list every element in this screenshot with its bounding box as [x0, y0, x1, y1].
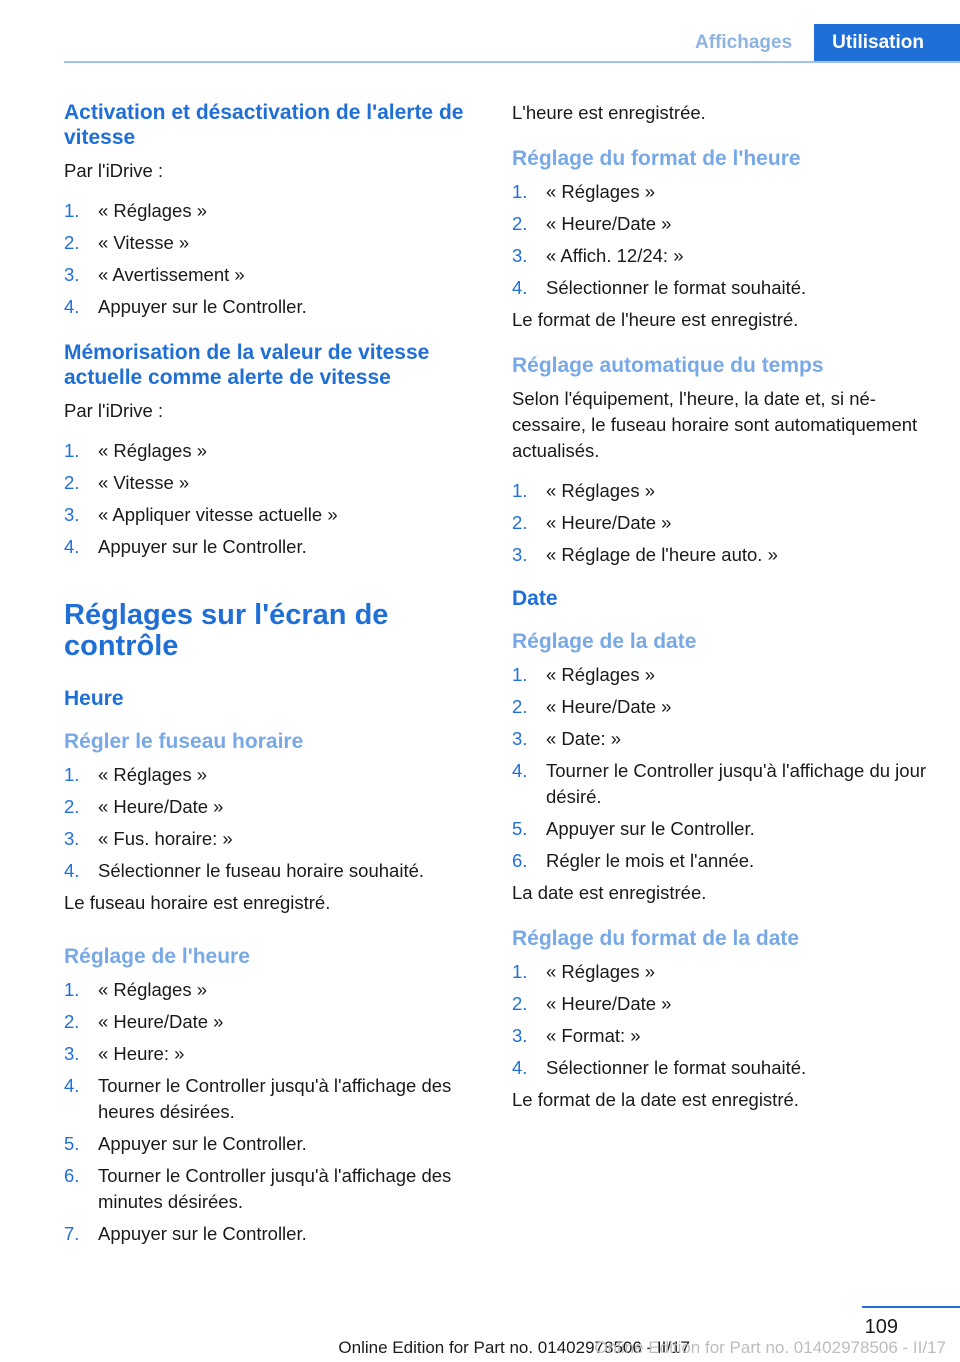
steps-reglage-auto: [512, 478, 932, 568]
list-item: 1. « Réglages »: [64, 200, 208, 221]
list-item: 1. « Réglages »: [512, 961, 656, 982]
list-item: 2. « Vitesse »: [64, 232, 190, 253]
list-item: 1. « Réglages »: [64, 764, 208, 785]
list-item: 3. « Format: »: [512, 1025, 641, 1046]
list-item: 4. Appuyer sur le Controller.: [64, 536, 307, 557]
list-item: 1. « Réglages »: [64, 979, 208, 1000]
list-item: 2. « Heure/Date »: [512, 993, 672, 1014]
tab-affichages[interactable]: Affichages: [673, 24, 814, 62]
header-divider: [64, 61, 960, 63]
list-item: 2. « Heure/Date »: [64, 796, 224, 817]
intro-idrive-2: Par l'iDrive :: [64, 400, 164, 421]
result-reglage-heure: L'heure est enregistrée.: [512, 102, 706, 123]
list-item: 4. Sélectionner le fuseau horaire souhaité.: [64, 860, 425, 881]
steps-alerte-vitesse: [64, 198, 474, 320]
left-column: [64, 100, 474, 1253]
intro-idrive-1: Par l'iDrive :: [64, 160, 164, 181]
intro-reglage-auto: Selon l'équipement, l'heure, la date et, si nécessaire, le fuseau horaire sont automatiquement actualisés.: [512, 388, 918, 461]
list-item: 2. « Heure/Date »: [512, 696, 672, 717]
footer-divider: [862, 1306, 960, 1308]
list-item: 3. « Appliquer vitesse actuelle »: [64, 504, 338, 525]
list-item: 3. « Réglage de l'heure auto. »: [512, 544, 778, 565]
heading-fuseau-horaire: Régler le fuseau horaire: [64, 730, 304, 753]
heading-format-heure: Réglage du format de l'heure: [512, 147, 801, 170]
steps-format-date: [512, 959, 932, 1081]
list-item: 1. « Réglages »: [512, 480, 656, 501]
steps-reglage-heure: [64, 977, 474, 1247]
heading-reglage-heure: Réglage de l'heure: [64, 945, 250, 968]
list-item: 2. « Vitesse »: [64, 472, 190, 493]
watermark-text: Online Edition for Part no. 01402978506 - II/17: [594, 1338, 946, 1357]
heading-alerte-vitesse: Activation et désactivation de l'alerte de vitesse: [64, 101, 464, 149]
list-item: 4. Sélectionner le format souhaité.: [512, 277, 807, 298]
list-item: 2. « Heure/Date »: [512, 512, 672, 533]
heading-reglage-auto: Réglage automatique du temps: [512, 354, 824, 377]
list-item: 2. « Heure/Date »: [64, 1011, 224, 1032]
result-fuseau-horaire: Le fuseau horaire est enregistré.: [64, 892, 331, 913]
list-item: 1. « Réglages »: [512, 664, 656, 685]
heading-reglage-date: Réglage de la date: [512, 630, 697, 653]
steps-fuseau-horaire: [64, 762, 474, 884]
list-item: 1. « Réglages »: [512, 181, 656, 202]
list-item: 4. Sélectionner le format souhaité.: [512, 1057, 807, 1078]
list-item: 1. « Réglages »: [64, 440, 208, 461]
heading-memorisation-vitesse: Mémorisation de la valeur de vitesse actuelle comme alerte de vitesse: [64, 341, 430, 389]
header-tabs: [673, 24, 960, 62]
list-item: 3. « Heure: »: [64, 1043, 185, 1064]
list-item: 2. « Heure/Date »: [512, 213, 672, 234]
list-item: 3. « Fus. horaire: »: [64, 828, 233, 849]
list-item: 3. « Date: »: [512, 728, 622, 749]
section-date: Date: [512, 587, 558, 610]
steps-memorisation-vitesse: [64, 438, 474, 560]
edition-text: Online Edition for Part no. 01402978506 - II/17: [338, 1338, 690, 1357]
list-item: 4. Appuyer sur le Controller.: [64, 296, 307, 317]
list-item: 4. Tourner le Controller jusqu'à l'affichage du jour désiré.: [512, 760, 927, 807]
result-reglage-date: La date est enregistrée.: [512, 882, 707, 903]
list-item: 3. « Avertissement »: [64, 264, 245, 285]
result-format-date: Le format de la date est enregistré.: [512, 1089, 799, 1110]
steps-format-heure: [512, 179, 932, 301]
list-item: 5. Appuyer sur le Controller.: [512, 818, 755, 839]
chapter-title: Réglages sur l'écran de contrôle: [64, 599, 389, 662]
right-column: [512, 100, 932, 1127]
page-number: 109: [864, 1316, 898, 1338]
tab-utilisation[interactable]: Utilisation: [814, 24, 960, 62]
list-item: 4. Tourner le Controller jusqu'à l'affichage des heures désirées.: [64, 1075, 452, 1122]
section-heure: Heure: [64, 687, 124, 710]
result-format-heure: Le format de l'heure est enregistré.: [512, 309, 799, 330]
list-item: 7. Appuyer sur le Controller.: [64, 1223, 307, 1244]
list-item: 6. Tourner le Controller jusqu'à l'affichage des minutes désirées.: [64, 1165, 452, 1212]
list-item: 6. Régler le mois et l'année.: [512, 850, 755, 871]
list-item: 5. Appuyer sur le Controller.: [64, 1133, 307, 1154]
steps-reglage-date: [512, 662, 932, 874]
heading-format-date: Réglage du format de la date: [512, 927, 800, 950]
list-item: 3. « Affich. 12/24: »: [512, 245, 684, 266]
